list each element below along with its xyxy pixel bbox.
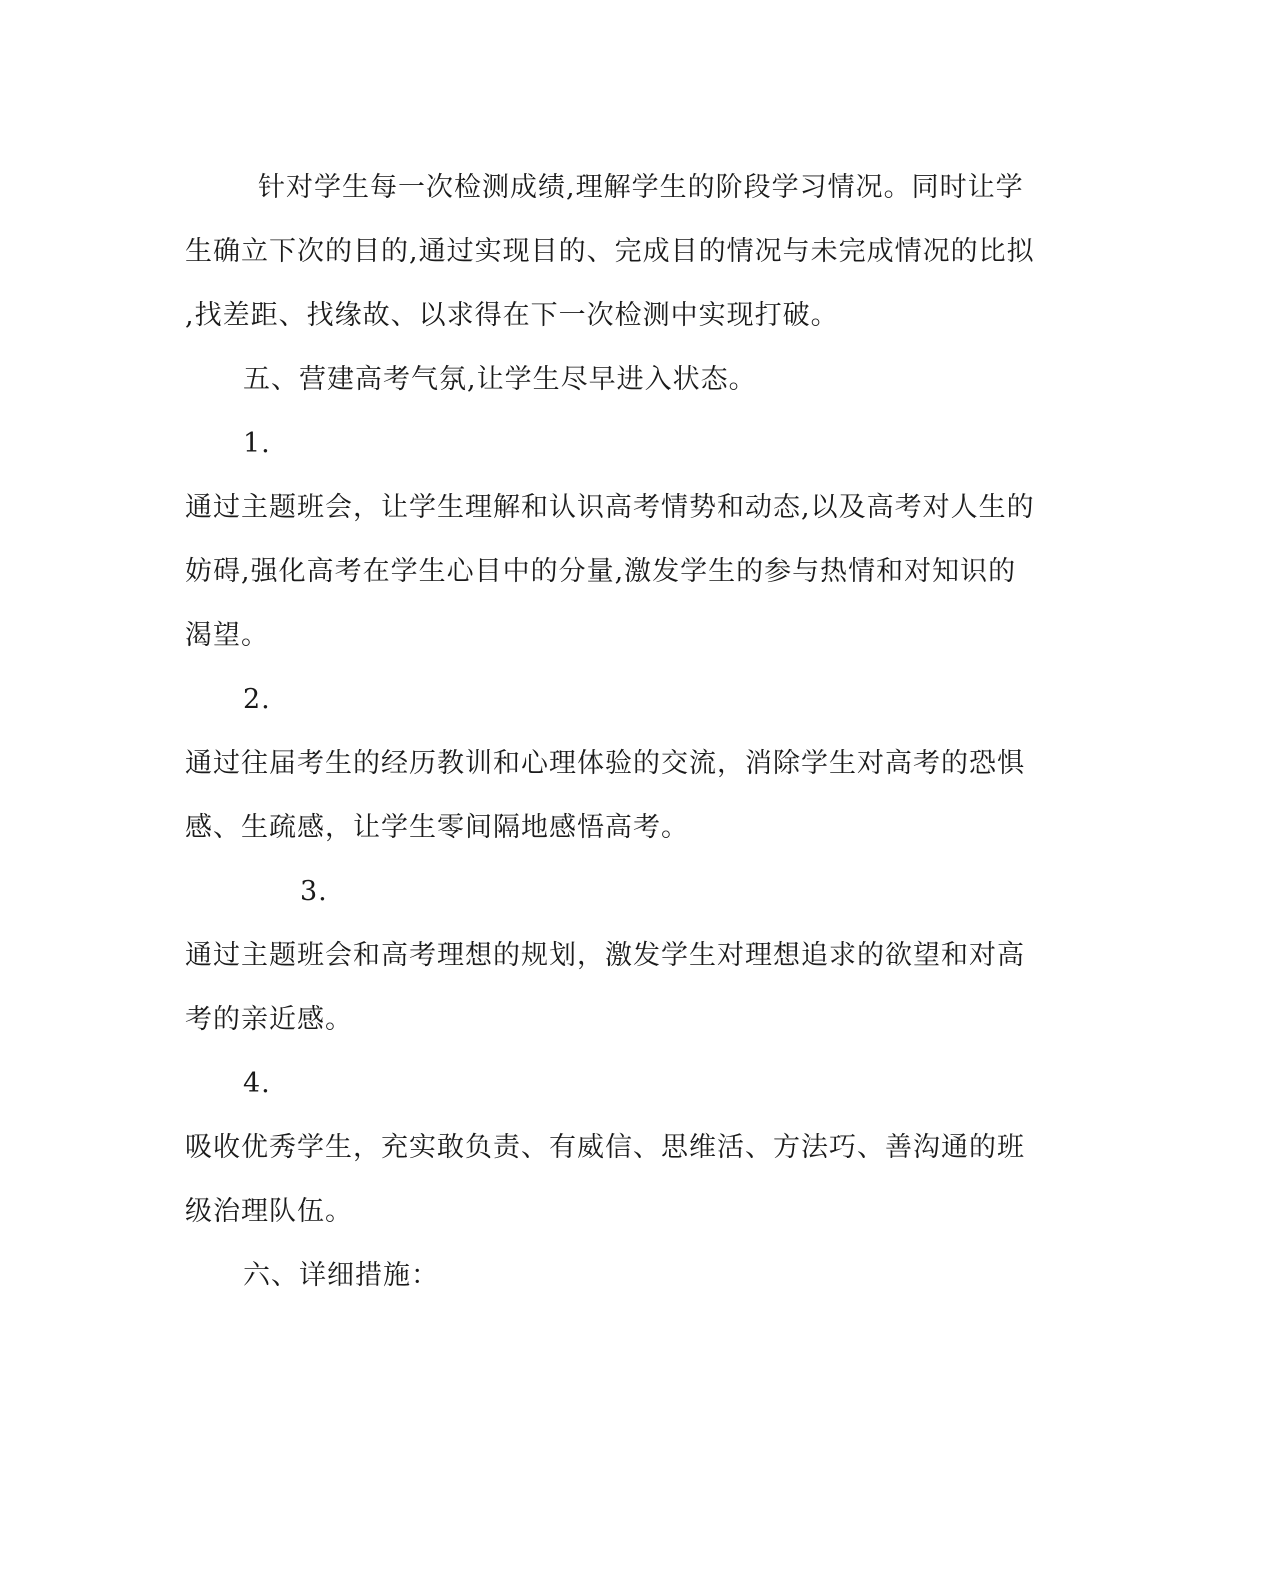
paragraph-line: 通过往届考生的经历教训和心理体验的交流，消除学生对高考的恐惧 <box>185 748 1025 779</box>
paragraph-line: 针对学生每一次检测成绩,理解学生的阶段学习情况。同时让学 <box>258 172 1024 203</box>
section-heading: 六、详细措施： <box>243 1260 439 1291</box>
paragraph-line: 级治理队伍。 <box>185 1196 353 1227</box>
list-number: 2. <box>243 684 271 715</box>
paragraph-line: 吸收优秀学生，充实敢负责、有威信、思维活、方法巧、善沟通的班 <box>185 1132 1025 1163</box>
paragraph-line: 妨碍,强化高考在学生心目中的分量,激发学生的参与热情和对知识的 <box>185 556 1017 587</box>
list-number: 3. <box>300 876 328 907</box>
paragraph-line: 生确立下次的目的,通过实现目的、完成目的情况与未完成情况的比拟 <box>185 236 1035 267</box>
paragraph-line: 通过主题班会，让学生理解和认识高考情势和动态,以及高考对人生的 <box>185 492 1035 523</box>
paragraph-line: 感、生疏感，让学生零间隔地感悟高考。 <box>185 812 689 843</box>
list-number: 1. <box>243 428 271 459</box>
paragraph-line: 通过主题班会和高考理想的规划，激发学生对理想追求的欲望和对高 <box>185 940 1025 971</box>
paragraph-line: 考的亲近感。 <box>185 1004 353 1035</box>
paragraph-line: 渴望。 <box>185 620 269 651</box>
section-heading: 五、营建高考气氛,让学生尽早进入状态。 <box>243 364 757 395</box>
paragraph-line: ,找差距、找缘故、以求得在下一次检测中实现打破。 <box>185 300 839 331</box>
list-number: 4. <box>243 1068 271 1099</box>
